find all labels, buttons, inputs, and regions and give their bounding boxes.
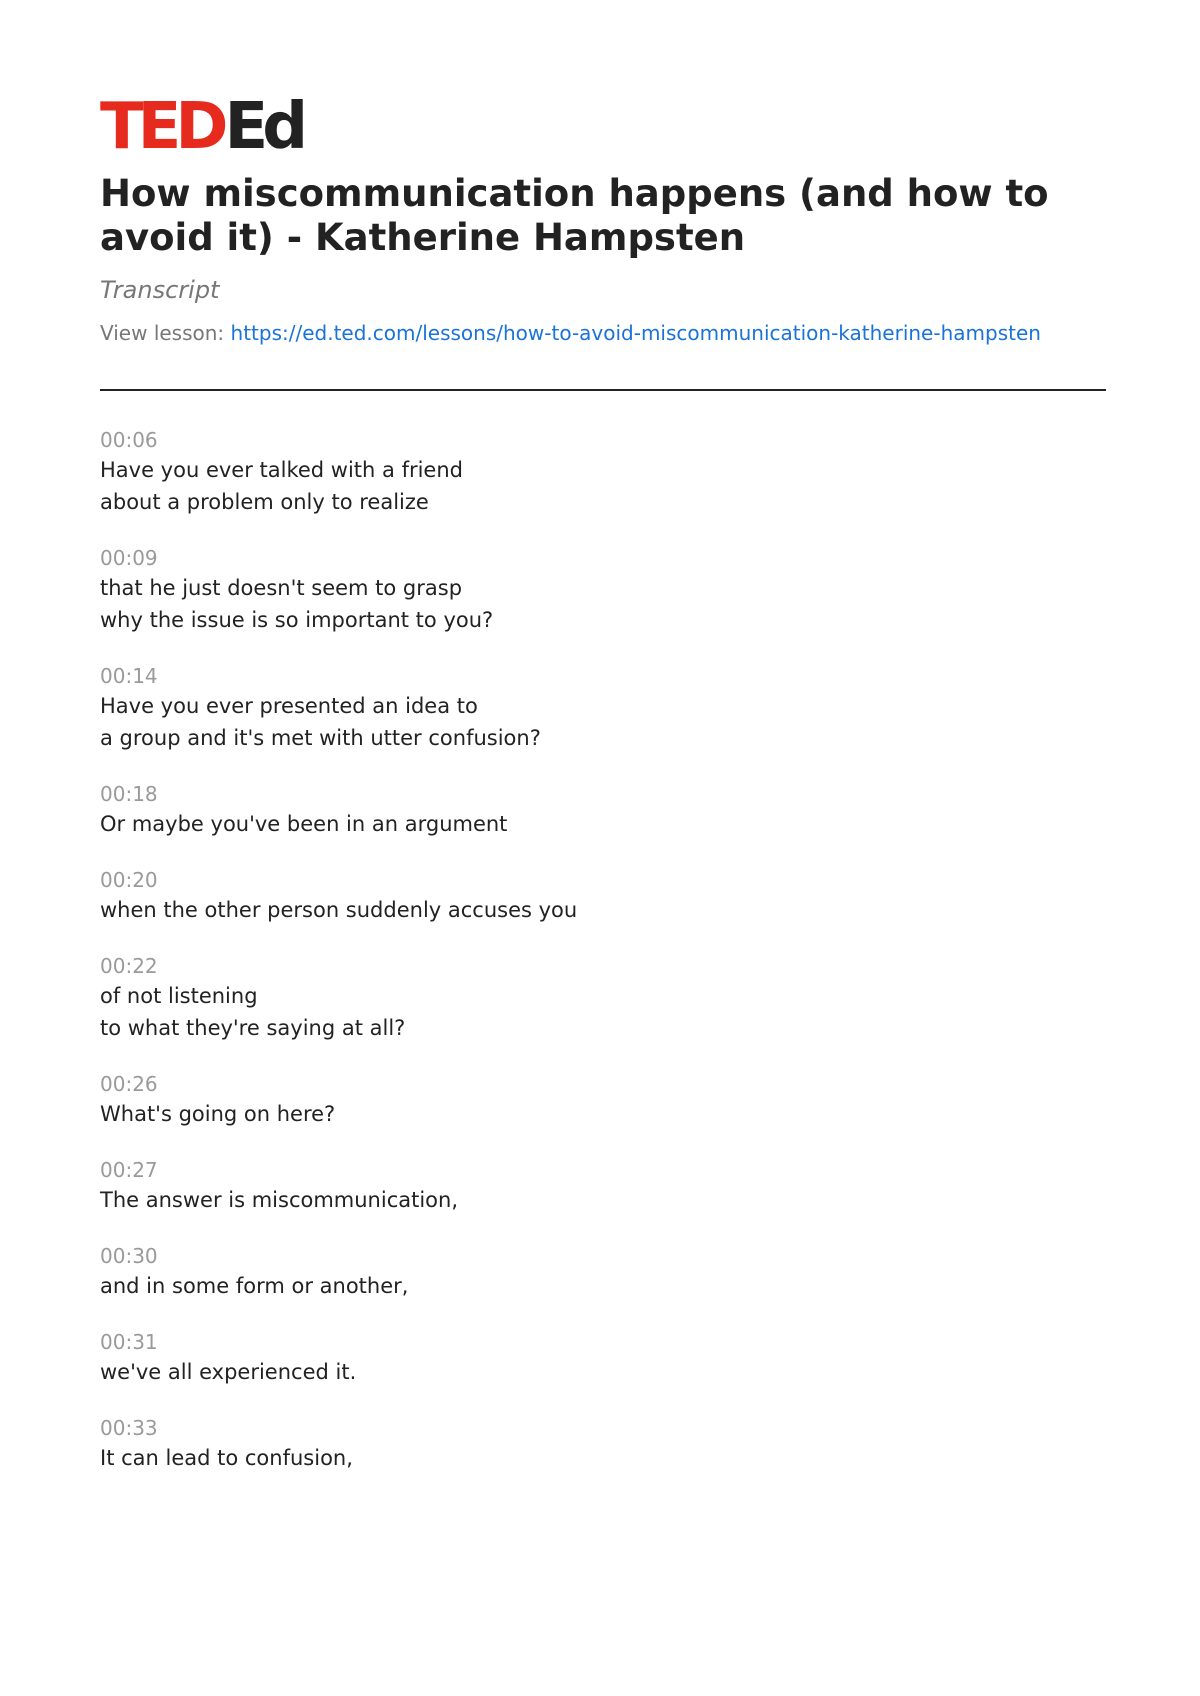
transcript-entry (100, 1328, 1100, 1388)
transcript-line: What's going on here? (100, 1102, 336, 1126)
transcript-entry (100, 426, 1100, 518)
timestamp: 00:14 (100, 664, 158, 688)
transcript-line: to what they're saying at all? (100, 1016, 406, 1040)
transcript-line: a group and it's met with utter confusion? (100, 726, 541, 750)
transcript-line: we've all experienced it. (100, 1360, 357, 1384)
transcript-line: Have you ever presented an idea to (100, 694, 478, 718)
transcript-line: when the other person suddenly accuses you (100, 898, 578, 922)
page-title: How miscommunication happens (and how to avoid it) - Katherine Hampsten (100, 172, 1049, 259)
transcript-entry (100, 544, 1100, 636)
transcript-entry (100, 1070, 1100, 1130)
transcript-entry (100, 866, 1100, 926)
transcript-line: about a problem only to realize (100, 490, 429, 514)
transcript-entry (100, 1242, 1100, 1302)
timestamp: 00:20 (100, 868, 158, 892)
view-lesson-label: View lesson: (100, 321, 231, 345)
transcript-line: The answer is miscommunication, (100, 1188, 459, 1212)
transcript-entry (100, 952, 1100, 1044)
page-subtitle: Transcript (100, 276, 220, 304)
logo-ted-text: TED (100, 90, 223, 164)
timestamp: 00:30 (100, 1244, 158, 1268)
transcript-line: It can lead to confusion, (100, 1446, 353, 1470)
transcript-entry (100, 662, 1100, 754)
transcript-line: why the issue is so important to you? (100, 608, 494, 632)
transcript-entry (100, 780, 1100, 840)
transcript-line: Or maybe you've been in an argument (100, 812, 508, 836)
ted-ed-logo (100, 90, 303, 164)
timestamp: 00:31 (100, 1330, 158, 1354)
timestamp: 00:26 (100, 1072, 158, 1096)
transcript-line: Have you ever talked with a friend (100, 458, 463, 482)
header-divider (100, 389, 1106, 391)
timestamp: 00:22 (100, 954, 158, 978)
logo-ed-text: Ed (224, 90, 303, 164)
transcript-list (100, 426, 1100, 1500)
timestamp: 00:18 (100, 782, 158, 806)
view-lesson-row (100, 320, 1041, 346)
transcript-line: that he just doesn't seem to grasp (100, 576, 463, 600)
timestamp: 00:33 (100, 1416, 158, 1440)
timestamp: 00:09 (100, 546, 158, 570)
transcript-entry (100, 1156, 1100, 1216)
timestamp: 00:06 (100, 428, 158, 452)
transcript-line: of not listening (100, 984, 258, 1008)
transcript-entry (100, 1414, 1100, 1474)
transcript-line: and in some form or another, (100, 1274, 409, 1298)
timestamp: 00:27 (100, 1158, 158, 1182)
lesson-link[interactable]: https://ed.ted.com/lessons/how-to-avoid-miscommunication-katherine-hampsten (230, 321, 1041, 345)
